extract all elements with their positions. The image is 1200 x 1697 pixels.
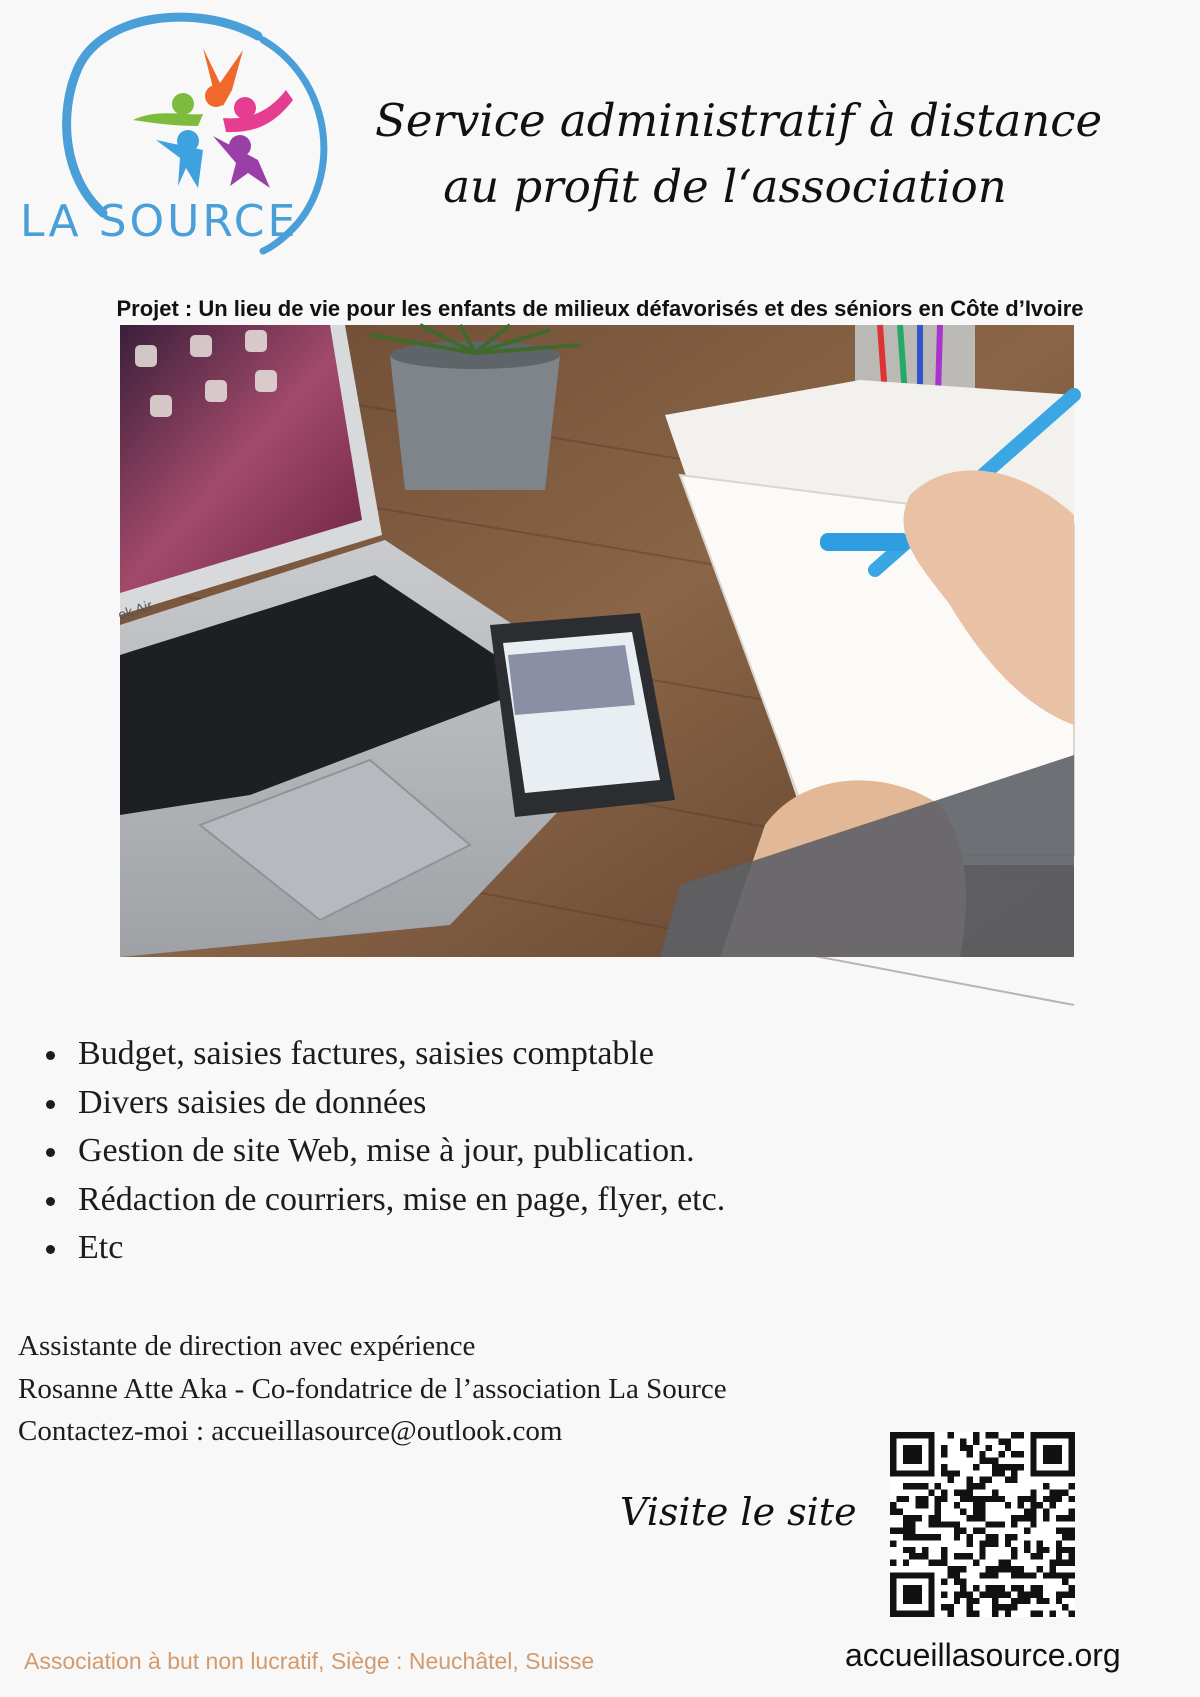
bullet-icon xyxy=(46,1051,55,1060)
contact-role: Assistante de direction avec expérience xyxy=(18,1330,476,1362)
project-subtitle: Projet : Un lieu de vie pour les enfants de milieux défavorisés et des séniors en Côte d’Ivoire xyxy=(116,296,1084,321)
logo-name: LA SOURCE xyxy=(20,196,299,247)
list-item: Rédaction de courriers, mise en page, flyer, etc. xyxy=(46,1176,725,1225)
list-item: Budget, saisies factures, saisies comptable xyxy=(46,1030,725,1079)
title-line-1: Service administratif à distance xyxy=(375,94,1103,147)
list-item: Gestion de site Web, mise à jour, publication. xyxy=(46,1127,725,1176)
services-list xyxy=(46,1030,725,1273)
bullet-icon xyxy=(46,1148,55,1157)
svg-text:ok Air: ok Air xyxy=(115,596,155,623)
contact-block xyxy=(18,1325,727,1453)
footer-note: Association à but non lucratif, Siège : Neuchâtel, Suisse xyxy=(24,1648,595,1674)
contact-email[interactable]: Contactez-moi : accueillasource@outlook.com xyxy=(18,1415,563,1447)
bullet-icon xyxy=(46,1245,55,1254)
title-line-2: au profit de l‘association xyxy=(443,160,1007,213)
page-title xyxy=(375,88,1103,220)
list-item: Etc xyxy=(46,1224,725,1273)
logo xyxy=(8,8,338,258)
website-link[interactable]: accueillasource.org xyxy=(845,1637,1121,1673)
qr-code-icon[interactable] xyxy=(890,1432,1075,1617)
bullet-icon xyxy=(46,1197,55,1206)
hero-photo xyxy=(115,325,1074,957)
bullet-icon xyxy=(46,1100,55,1109)
list-item: Divers saisies de données xyxy=(46,1079,725,1128)
visit-site-label: Visite le site xyxy=(620,1490,857,1534)
contact-name: Rosanne Atte Aka - Co-fondatrice de l’association La Source xyxy=(18,1372,727,1405)
